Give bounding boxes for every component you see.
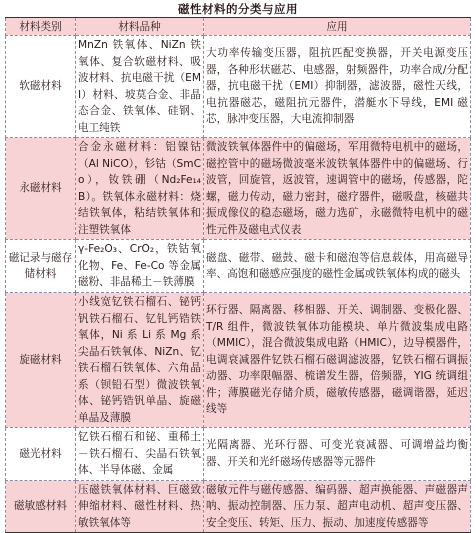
- category-cell: 软磁材料: [6, 36, 76, 138]
- materials-cell: γ-Fe₂O₃、CrO₂，铁钴氧化物、Fe、Fe-Co 等金属磁粉、非晶稀土－铁薄膜: [76, 240, 204, 293]
- header-category: 材料类别: [6, 18, 76, 36]
- materials-cell: MnZn 铁氧体、NiZn 铁氧体、复合软磁材料、吸波材料、抗电磁干扰（EMI）材料、坡莫合金、非晶态合金、铁氧体、硅钢、电工纯铁: [76, 36, 204, 138]
- table-row: [6, 138, 471, 240]
- table-row: [6, 36, 471, 138]
- table-title: 磁性材料的分类与应用: [178, 2, 298, 16]
- applications-cell: 光隔离器、光环行器、可变光衰减器、可调增益均衡器、开关和光纤磁场传感器等元器件: [204, 428, 471, 481]
- applications-cell: 微波铁氧体器件中的偏磁场，军用微特电机中的磁场，磁控管中的磁场微波毫米波铁氧体器件中的偏磁场、行波管，回旋管，返波管，速调管中的磁场，传感器，陀螺，磁力传动，磁力密封，磁疗器件，磁吸盘，核磁共振成像仪的稳态磁场，磁力选矿，永磁微特电机中的磁性元件及磁电式仪表: [204, 138, 471, 240]
- category-cell: 磁敏感材料: [6, 480, 76, 533]
- table-row: [6, 480, 471, 533]
- materials-cell: 小线宽钇铁石榴石、铋钙钒铁石榴石、钇钆钙锆铁氧体，Ni 系 Li 系 Mg 系尖晶石铁氧体、NiZn、钇铁石榴石铁氧体、六角晶系（钡铅石型）微波铁氧体、铋钙锆钒单晶、旋磁单晶及薄膜: [76, 293, 204, 428]
- header-applications: 应用: [204, 18, 471, 36]
- applications-cell: 环行器、隔离器、移相器、开关、调制器、变极化器、T/R 组件，微波铁氧体功能模块、单片微波集成电路（MMIC），混合微波集成电路（HMIC），边导模器件，电调衰减器件钇铁石榴石磁调滤波器，钇铁石榴石调振动器、功率限幅器、梳谱发生器，倍频器，YIG 统调组件；薄膜磁光存储介质，磁敏传感器，磁调谐器，延迟线等: [204, 293, 471, 428]
- category-cell: 磁光材料: [6, 428, 76, 481]
- category-cell: 永磁材料: [6, 138, 76, 240]
- category-cell: 旋磁材料: [6, 293, 76, 428]
- applications-cell: 磁盘、磁带、磁鼓、磁卡和磁泡等信息载体，用高磁导率、高饱和磁感应强度的磁性金属或铁氧体构成的磁头: [204, 240, 471, 293]
- materials-cell: 合金永磁材料：铝镍钴（Al NiCO），钐钴（SmCo），钕铁硼（Nd₂Fe₁₄B）。铁氧体永磁材料：烧结铁氧体，粘结铁氧体和注塑铁氧体: [76, 138, 204, 240]
- table-row: [6, 293, 471, 428]
- table-header-row: [6, 18, 471, 36]
- applications-cell: 大功率传输变压器，阻抗匹配变换器，开关电源变压器，各种形状磁芯、电感器，射频器件，功率合成/分配器，抗电磁干扰（EMI）抑制器，滤波器，磁性天线，电抗器磁芯，磁阻抗元器件，潜艇水下导线，EMI 磁芯，脉冲变压器，大电流抑制器: [204, 36, 471, 138]
- table-row: [6, 428, 471, 481]
- header-materials: 材料品种: [76, 18, 204, 36]
- classification-table: [5, 17, 471, 533]
- applications-cell: 磁敏元件与磁传感器、编码器、超声换能器、声磁器声呐、振动控制器、压力泵、超声电动机、超声变压器、安全变压、转矩、压力、振动、加速度传感器等: [204, 480, 471, 533]
- table-row: [6, 240, 471, 293]
- materials-cell: 钇铁石榴石和铋、重稀土－铁石榴石、尖晶石铁氧体、半导体磁、金属: [76, 428, 204, 481]
- materials-cell: 压磁铁氧体材料、巨磁致伸缩材料、磁性材料、热敏铁氧体等: [76, 480, 204, 533]
- category-cell: 磁记录与磁存储材料: [6, 240, 76, 293]
